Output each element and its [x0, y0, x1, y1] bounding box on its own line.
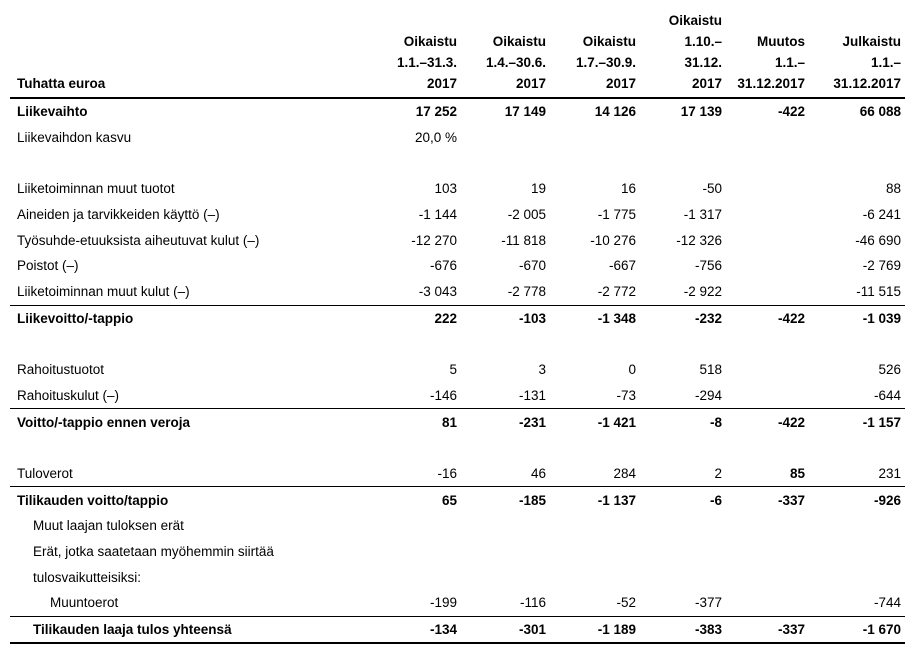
spacer-cell	[807, 435, 905, 461]
value-cell: 85	[724, 461, 807, 487]
value-cell: -50	[702, 181, 722, 197]
column-header-muutos-fy	[724, 0, 807, 98]
row-label: tulosvaikutteisiksi:	[33, 569, 142, 585]
spacer-row	[10, 331, 905, 357]
value-cell: -134	[370, 616, 459, 643]
value-cell: -231	[518, 414, 546, 430]
column-header-oikaistu-q2	[459, 0, 548, 98]
column-header-line: Oikaistu	[668, 13, 722, 28]
row-label: Tilikauden laaja tulos yhteensä	[10, 616, 370, 643]
value-cell: -337	[724, 616, 807, 643]
column-header-oikaistu-q1	[370, 0, 459, 98]
value-cell: -337	[777, 492, 805, 508]
table-row	[10, 539, 905, 565]
value-cell: -12 270	[411, 232, 457, 248]
table-row	[10, 227, 905, 253]
value-cell	[724, 176, 807, 202]
value-cell: -667	[608, 258, 636, 274]
table-body	[10, 98, 905, 643]
value-cell	[638, 564, 724, 590]
value-cell: 0	[628, 362, 636, 378]
table-row	[10, 383, 905, 409]
table-row	[10, 590, 905, 616]
value-cell	[724, 253, 807, 279]
spacer-cell	[638, 331, 724, 357]
column-header-oikaistu-q3	[548, 0, 638, 98]
value-cell: -676	[429, 258, 457, 274]
value-cell	[459, 513, 548, 539]
spacer-row	[10, 435, 905, 461]
table-row	[10, 487, 905, 513]
value-cell: -756	[694, 258, 722, 274]
column-header-julkaistu-fy	[807, 0, 905, 98]
row-label: Liikevaihto	[17, 104, 88, 120]
column-header-line: 1.1.–	[870, 55, 901, 70]
income-statement-table	[10, 0, 905, 644]
value-cell: -1 317	[683, 207, 722, 223]
value-cell: -1 670	[807, 616, 905, 643]
spacer-cell	[10, 435, 370, 461]
row-label: Erät, jotka saatetaan myöhemmin siirtää	[33, 544, 274, 560]
value-cell	[724, 279, 807, 305]
table-row	[10, 98, 905, 125]
value-cell: 103	[434, 181, 457, 197]
row-label: Muut laajan tuloksen erät	[33, 518, 184, 534]
value-cell	[548, 564, 638, 590]
value-cell: -1 137	[597, 492, 636, 508]
table-row	[10, 616, 905, 643]
row-label: Työsuhde-etuuksista aiheutuvat kulut (–)	[17, 232, 260, 248]
spacer-cell	[724, 435, 807, 461]
column-header-line: 1.10.–	[684, 34, 722, 49]
value-cell: 17 139	[680, 104, 722, 120]
value-cell: -1 157	[862, 414, 901, 430]
column-header-line: 1.1.–31.3.	[396, 55, 457, 70]
value-cell: -10 276	[590, 232, 636, 248]
spacer-cell	[807, 150, 905, 176]
value-cell	[548, 513, 638, 539]
row-label: Liikevaihdon kasvu	[17, 130, 132, 146]
value-cell: -6 241	[862, 207, 901, 223]
column-header-line: Oikaistu	[403, 34, 457, 49]
row-label: Liiketoiminnan muut tuotot	[17, 181, 175, 197]
value-cell	[724, 383, 807, 409]
value-cell	[724, 357, 807, 383]
value-cell: -422	[777, 310, 805, 326]
value-cell	[459, 564, 548, 590]
column-header-line: Muutos	[757, 34, 805, 49]
value-cell	[724, 513, 807, 539]
value-cell: -422	[777, 104, 805, 120]
column-header-line: 31.12.2017	[737, 76, 805, 91]
value-cell	[548, 125, 638, 151]
column-header-unit-label: Tuhatta euroa	[10, 0, 370, 98]
row-label: Liiketoiminnan muut kulut (–)	[10, 279, 370, 305]
column-header-oikaistu-q4	[638, 0, 724, 98]
value-cell: -2 922	[638, 279, 724, 305]
row-label: Tilikauden voitto/tappio	[17, 492, 169, 508]
value-cell: -131	[459, 383, 548, 409]
value-cell: 81	[441, 414, 457, 430]
row-label: Liikevoitto/-tappio	[17, 310, 134, 326]
spacer-cell	[807, 331, 905, 357]
value-cell	[370, 564, 459, 590]
value-cell: -73	[548, 383, 638, 409]
value-cell	[724, 202, 807, 228]
value-cell: 17 252	[415, 104, 457, 120]
value-cell	[370, 513, 459, 539]
table-row	[10, 357, 905, 383]
value-cell: -52	[548, 590, 638, 616]
value-cell: -199	[370, 590, 459, 616]
value-cell: -46 690	[855, 232, 901, 248]
value-cell	[548, 539, 638, 565]
value-cell: -670	[518, 258, 546, 274]
table-row	[10, 409, 905, 435]
table-row	[10, 125, 905, 151]
value-cell	[724, 539, 807, 565]
spacer-cell	[370, 150, 459, 176]
value-cell: 231	[807, 461, 905, 487]
value-cell: 66 088	[859, 104, 901, 120]
row-label: Voitto/-tappio ennen veroja	[17, 414, 191, 430]
value-cell: 284	[548, 461, 638, 487]
spacer-cell	[724, 331, 807, 357]
value-cell: -16	[370, 461, 459, 487]
value-cell: -11 818	[501, 232, 546, 248]
value-cell: -6	[709, 492, 722, 508]
value-cell: 5	[449, 362, 457, 378]
value-cell: -744	[807, 590, 905, 616]
value-cell: -301	[459, 616, 548, 643]
value-cell	[638, 513, 724, 539]
value-cell	[807, 539, 905, 565]
value-cell: 46	[459, 461, 548, 487]
spacer-cell	[548, 150, 638, 176]
column-header-line: 2017	[691, 76, 722, 91]
value-cell: -1 348	[597, 310, 636, 326]
table-row	[10, 305, 905, 331]
row-label: Muuntoerot	[10, 590, 370, 616]
value-cell: 17 149	[504, 104, 546, 120]
column-header-line: Julkaistu	[842, 34, 901, 49]
value-cell: -1 421	[597, 414, 636, 430]
row-label: Tuloverot	[10, 461, 370, 487]
value-cell: -294	[638, 383, 724, 409]
value-cell: 526	[878, 362, 901, 378]
value-cell: 20,0 %	[414, 130, 457, 146]
value-cell: -11 515	[807, 279, 905, 305]
column-header-line: 1.4.–30.6.	[485, 55, 546, 70]
table-row	[10, 513, 905, 539]
spacer-cell	[724, 150, 807, 176]
value-cell: 16	[620, 181, 636, 197]
value-cell: -2 769	[862, 258, 901, 274]
column-header-line: 31.12.2017	[833, 76, 901, 91]
value-cell	[459, 125, 548, 151]
value-cell	[807, 564, 905, 590]
row-label: Aineiden ja tarvikkeiden käyttö (–)	[17, 207, 220, 223]
spacer-cell	[10, 331, 370, 357]
value-cell	[638, 125, 724, 151]
value-cell: 19	[530, 181, 546, 197]
value-cell	[807, 513, 905, 539]
column-header-line: 2017	[515, 76, 546, 91]
value-cell	[807, 125, 905, 151]
value-cell	[724, 590, 807, 616]
value-cell: -2 005	[507, 207, 546, 223]
table-row	[10, 564, 905, 590]
column-header-line: 1.7.–30.9.	[575, 55, 636, 70]
value-cell: -3 043	[370, 279, 459, 305]
column-header-line: 2017	[605, 76, 636, 91]
spacer-cell	[638, 435, 724, 461]
column-header-line: Oikaistu	[492, 34, 546, 49]
value-cell: -12 326	[676, 232, 722, 248]
value-cell	[724, 125, 807, 151]
value-cell: 14 126	[594, 104, 636, 120]
spacer-cell	[459, 331, 548, 357]
value-cell: 65	[441, 492, 457, 508]
value-cell: -1 775	[597, 207, 636, 223]
value-cell: -185	[518, 492, 546, 508]
value-cell: -377	[638, 590, 724, 616]
value-cell: 222	[434, 310, 457, 326]
spacer-cell	[370, 331, 459, 357]
column-header-line: 2017	[426, 76, 457, 91]
spacer-cell	[638, 150, 724, 176]
spacer-cell	[10, 150, 370, 176]
column-header-line: 31.12.	[684, 55, 722, 70]
spacer-cell	[459, 150, 548, 176]
table-row	[10, 202, 905, 228]
value-cell: -146	[370, 383, 459, 409]
value-cell: -2 778	[459, 279, 548, 305]
value-cell: -422	[777, 414, 805, 430]
table-row	[10, 461, 905, 487]
value-cell: 88	[885, 181, 901, 197]
spacer-cell	[459, 435, 548, 461]
table-row	[10, 176, 905, 202]
column-header-line: 1.1.–	[774, 55, 805, 70]
spacer-cell	[370, 435, 459, 461]
row-label: Poistot (–)	[17, 258, 79, 274]
value-cell: -1 039	[862, 310, 901, 326]
table-row	[10, 279, 905, 305]
value-cell: -2 772	[548, 279, 638, 305]
value-cell: -644	[807, 383, 905, 409]
value-cell: 2	[638, 461, 724, 487]
column-header-line: Oikaistu	[582, 34, 636, 49]
value-cell: -1 144	[418, 207, 457, 223]
table-row	[10, 253, 905, 279]
value-cell	[370, 539, 459, 565]
spacer-cell	[548, 331, 638, 357]
table-header	[10, 0, 905, 98]
spacer-cell	[548, 435, 638, 461]
value-cell: -232	[694, 310, 722, 326]
value-cell: -1 189	[548, 616, 638, 643]
row-label: Rahoituskulut (–)	[10, 383, 370, 409]
value-cell: -116	[459, 590, 548, 616]
value-cell: 518	[699, 362, 722, 378]
value-cell: -103	[518, 310, 546, 326]
spacer-row	[10, 150, 905, 176]
value-cell: -383	[638, 616, 724, 643]
value-cell: -926	[873, 492, 901, 508]
value-cell	[724, 227, 807, 253]
value-cell	[724, 564, 807, 590]
value-cell	[638, 539, 724, 565]
row-label: Rahoitustuotot	[17, 362, 105, 378]
header-row	[10, 0, 905, 98]
value-cell: -8	[709, 414, 722, 430]
value-cell	[459, 539, 548, 565]
value-cell: 3	[538, 362, 546, 378]
